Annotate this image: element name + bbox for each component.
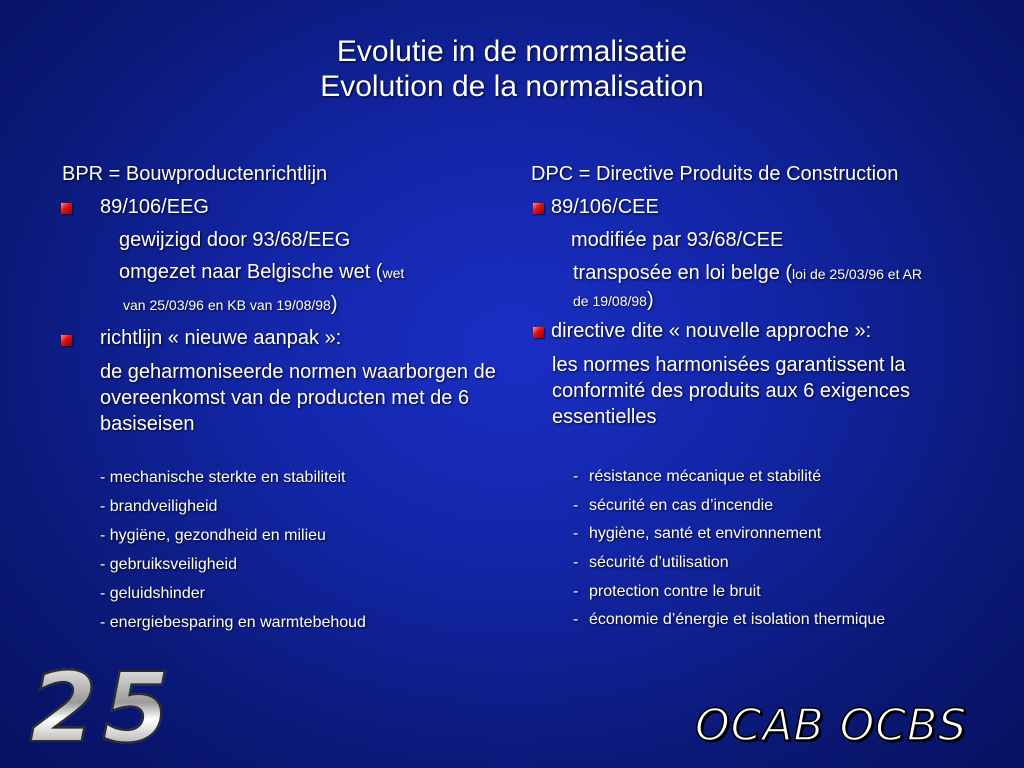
new-approach-directive: richtlijn « nieuwe aanpak »: xyxy=(100,327,342,349)
amended-by: modifiée par 93/68/CEE xyxy=(571,229,784,251)
harmonised-standards-text: de geharmoniseerde normen waarborgen de overeenkomst van de producten met de 6 basiseisen xyxy=(100,361,496,435)
requirement-item: - sécurité en cas d’incendie xyxy=(573,497,774,514)
requirement-item: - brandveiligheid xyxy=(100,498,218,515)
ocab-ocbs-logo: OCAB OCBS xyxy=(695,700,968,751)
title-line-french: Evolution de la normalisation xyxy=(320,70,704,103)
transposed-into-law: omgezet naar Belgische wet (wet xyxy=(119,261,405,283)
square-bullet-icon xyxy=(533,203,544,214)
requirement-item: - mechanische sterkte en stabiliteit xyxy=(100,469,346,486)
square-bullet-icon xyxy=(533,327,544,338)
slide-number: 25 xyxy=(30,652,176,764)
law-dates: van 25/03/96 en KB van 19/08/98) xyxy=(123,293,338,315)
requirement-item: - hygiène, santé et environnement xyxy=(573,525,822,542)
amended-by: gewijzigd door 93/68/EEG xyxy=(119,229,351,251)
square-bullet-icon xyxy=(61,203,72,214)
requirement-item: - sécurité d’utilisation xyxy=(573,554,729,571)
requirement-item: - hygiëne, gezondheid en milieu xyxy=(100,527,326,544)
square-bullet-icon xyxy=(61,335,72,346)
slide-title xyxy=(0,34,1024,104)
requirement-item: - geluidshinder xyxy=(100,585,205,602)
transposed-into-law: transposée en loi belge (loi de 25/03/96 et AR xyxy=(573,262,923,284)
requirement-item: - protection contre le bruit xyxy=(573,583,761,600)
dpc-heading: DPC = Directive Produits de Construction xyxy=(531,163,899,185)
requirement-item: - résistance mécanique et stabilité xyxy=(573,468,822,485)
new-approach-directive: directive dite « nouvelle approche »: xyxy=(551,320,872,342)
requirement-item: - gebruiksveiligheid xyxy=(100,556,237,573)
directive-number: 89/106/EEG xyxy=(100,196,209,218)
law-dates: de 19/08/98) xyxy=(573,289,654,311)
requirement-item: - économie d’énergie et isolation thermique xyxy=(573,611,886,628)
harmonised-standards-text: les normes harmonisées garantissent la conformité des produits aux 6 exigences essentielles xyxy=(552,354,910,428)
directive-number: 89/106/CEE xyxy=(551,196,659,218)
title-line-dutch: Evolutie in de normalisatie xyxy=(336,35,688,68)
bpr-heading: BPR = Bouwproductenrichtlijn xyxy=(62,163,328,185)
requirement-item: - energiebesparing en warmtebehoud xyxy=(100,614,366,631)
